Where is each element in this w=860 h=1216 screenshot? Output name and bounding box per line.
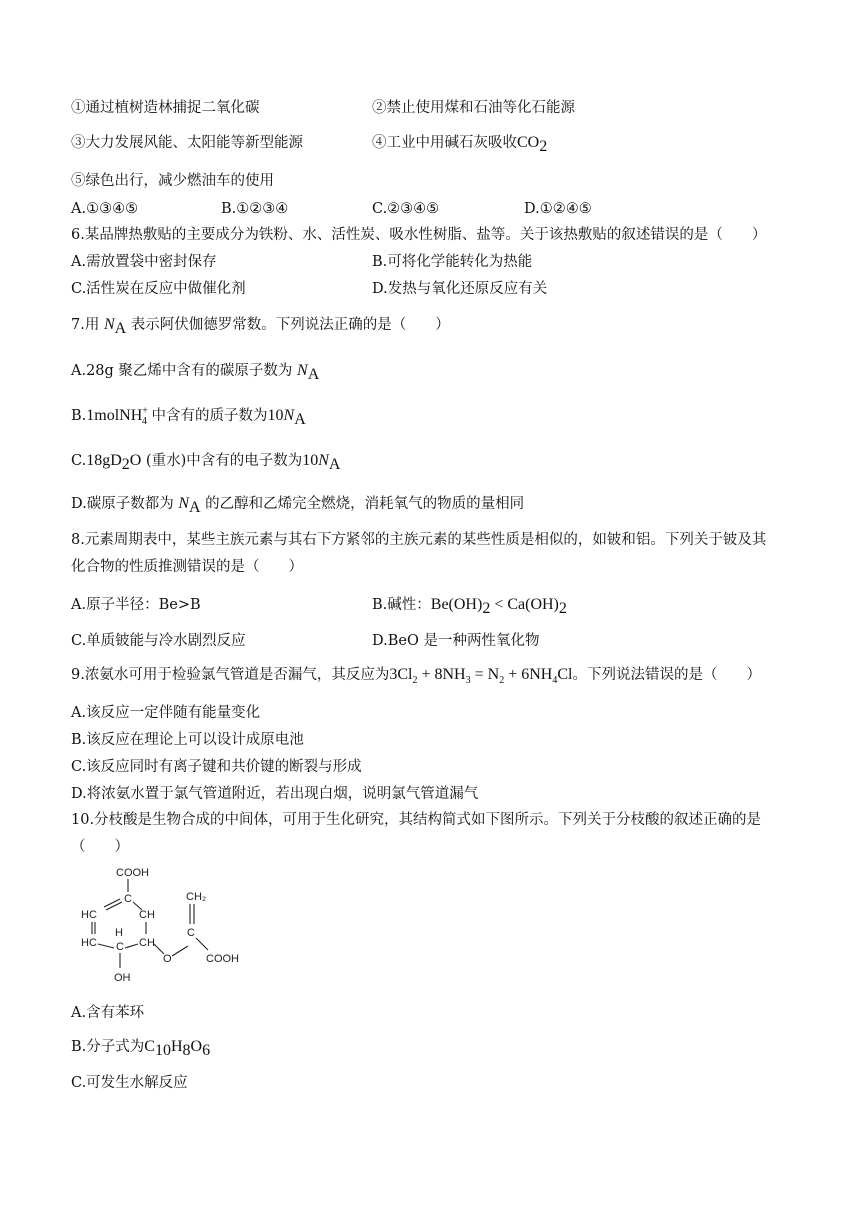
q6-option-d: D.发热与氧化还原反应有关 (372, 281, 548, 297)
answer-b: B.①②③④ (221, 201, 289, 217)
answer-a: A.①③④⑤ (71, 201, 139, 217)
struct-c-top: C (124, 893, 132, 905)
struct-hc-left2: HC (81, 937, 97, 949)
struct-ch-right: CH (139, 909, 155, 921)
struct-c-mid: C (116, 941, 124, 953)
q8-stem-line2: 化合物的性质推测错误的是（ ） (71, 559, 303, 575)
option-4: ④工业中用碱石灰吸收$CO_2$ (372, 134, 548, 155)
option-3: ③大力发展风能、太阳能等新型能源 (71, 135, 303, 151)
q10-stem-line2: （ ） (71, 839, 129, 855)
q6-option-b: B.可将化学能转化为热能 (372, 254, 533, 270)
q10-option-a: A.含有苯环 (71, 1005, 145, 1021)
q8-option-c: C.单质铍能与冷水剧烈反应 (71, 633, 246, 649)
q9-option-a: A.该反应一定伴随有能量变化 (71, 705, 261, 721)
q6-option-a: A.需放置袋中密封保存 (71, 254, 217, 270)
struct-ch2: CH₂ (186, 891, 207, 903)
q9-option-d: D.将浓氨水置于氯气管道附近，若出现白烟，说明氯气管道漏气 (71, 786, 479, 802)
q7-option-a: A.28g 聚乙烯中含有的碳原子数为 $N_A$ (71, 362, 320, 383)
option-1: ①通过植树造林捕捉二氧化碳 (71, 100, 260, 116)
q9-stem: 9.浓氨水可用于检验氯气管道是否漏气，其反应为$3Cl_2 + 8NH_3 = N_2 + 6NH_4Cl$。下列说法错误的是（ ） (71, 666, 761, 687)
struct-o: O (163, 953, 172, 965)
struct-ch-h: H (115, 927, 123, 939)
struct-oh: OH (114, 972, 131, 984)
chorismic-acid-structure (76, 862, 266, 990)
q8-stem-line1: 8.元素周期表中，某些主族元素与其右下方紧邻的主族元素的某些性质是相似的，如铍和铝。下列关于铍及其 (71, 532, 767, 548)
struct-cooh-side: COOH (206, 953, 239, 965)
q9-option-b: B.该反应在理论上可以设计成原电池 (71, 732, 304, 748)
q8-option-a: A.原子半径：Be>B (71, 597, 201, 613)
q7-option-c: $C.18gD_2O$ (重水)中含有的电子数为$10N_A$ (71, 452, 341, 473)
q9-equation: $3Cl_2 + 8NH_3 = N_2 + 6NH_4Cl$ (389, 666, 573, 687)
option-5: ⑤绿色出行，减少燃油车的使用 (71, 173, 274, 189)
struct-ch-right2: CH (139, 937, 155, 949)
q10-option-b: B.分子式为$C_{10}H_8O_6$ (71, 1038, 211, 1059)
option-2: ②禁止使用煤和石油等化石能源 (372, 100, 575, 116)
q6-stem: 6.某品牌热敷贴的主要成分为铁粉、水、活性炭、吸水性树脂、盐等。关于该热敷贴的叙述错误的是（ ） (71, 227, 767, 243)
q9-option-c: C.该反应同时有离子键和共价键的断裂与形成 (71, 759, 362, 775)
struct-c-side: C (187, 927, 195, 939)
q10-stem-line1: 10.分枝酸是生物合成的中间体，可用于生化研究，其结构简式如下图所示。下列关于分枝酸的叙述正确的是 (71, 812, 762, 828)
q7-option-d: D.碳原子数都为 $N_A$ 的乙醇和乙烯完全燃烧，消耗氧气的物质的量相同 (71, 495, 525, 516)
q8-option-b: B.碱性：$Be(OH)_2 < Ca(OH)_2$ (372, 596, 567, 617)
q10-option-c: C.可发生水解反应 (71, 1075, 188, 1091)
struct-hc-left: HC (81, 909, 97, 921)
q7-stem: 7.用 $N_A$ 表示阿伏伽德罗常数。下列说法正确的是（ ） (71, 316, 450, 337)
struct-cooh-top: COOH (116, 867, 149, 879)
q6-option-c: C.活性炭在反应中做催化剂 (71, 281, 246, 297)
answer-d: D.①②④⑤ (524, 201, 592, 217)
q8-option-d: D.BeO 是一种两性氧化物 (372, 633, 540, 649)
answer-c: C.②③④⑤ (372, 201, 440, 217)
q7-option-b: B.1molNH+$_4$ 中含有的质子数为$10N_A$ (71, 405, 306, 428)
